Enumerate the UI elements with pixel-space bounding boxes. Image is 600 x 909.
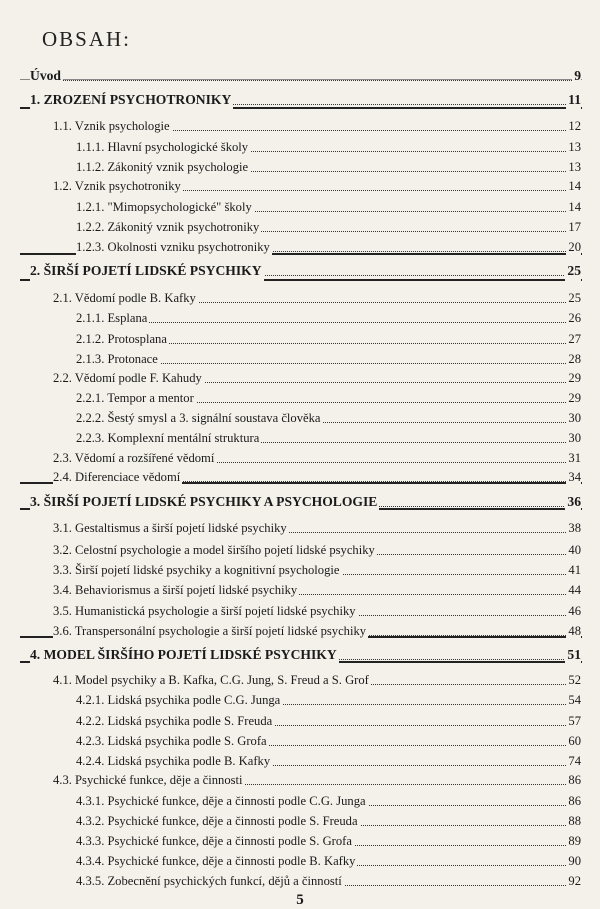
toc-entry-page: 90 [566, 851, 581, 871]
toc-entry [0, 560, 600, 580]
toc-entry-label: 1.2.3. Okolnosti vzniku psychotroniky [76, 237, 272, 257]
toc-entry-page: 57 [566, 711, 581, 731]
toc-entry [0, 329, 600, 349]
toc-entry [0, 467, 600, 487]
toc-entry [0, 518, 600, 538]
toc-entry-label: 4.3.1. Psychické funkce, děje a činnosti podle C.G. Junga [76, 791, 368, 811]
toc-entry-label: 1.1.1. Hlavní psychologické školy [76, 137, 250, 157]
toc-entry-page: 86 [566, 770, 581, 790]
toc-entry-label: 2. ŠIRŠÍ POJETÍ LIDSKÉ PSYCHIKY [30, 261, 264, 281]
toc-entry [0, 157, 600, 177]
toc-entry-page: 31 [566, 448, 581, 468]
toc-entry-page: 74 [566, 751, 581, 771]
toc-entry [0, 690, 600, 710]
toc-entry-page: 60 [566, 731, 581, 751]
toc-entry [0, 388, 600, 408]
dot-leader [76, 322, 578, 323]
toc-entry-label: 4.3.3. Psychické funkce, děje a činnosti podle S. Grofa [76, 831, 354, 851]
toc-entry-page: 38 [566, 518, 581, 538]
toc-entry-page: 86 [566, 791, 581, 811]
toc-entry-label: 4. MODEL ŠIRŠÍHO POJETÍ LIDSKÉ PSYCHIKY [30, 645, 339, 665]
toc-entry [0, 711, 600, 731]
toc-entry-label: 2.3. Vědomí a rozšířené vědomí [53, 448, 216, 468]
toc-entry-page: 29 [566, 388, 581, 408]
toc-entry [0, 197, 600, 217]
toc-entry-page: 13 [566, 157, 581, 177]
toc-entry-label: 4.3.5. Zobecnění psychických funkcí, dějů a činností [76, 871, 344, 891]
toc-entry [0, 176, 600, 196]
toc-entry-page: 89 [566, 831, 581, 851]
toc-entry-label: 1.2.1. "Mimopsychologické" školy [76, 197, 254, 217]
toc-entry [0, 871, 600, 891]
toc-entry [0, 116, 600, 136]
toc-entry-page: 17 [566, 217, 581, 237]
toc-entry-label: 4.3. Psychické funkce, děje a činnosti [53, 770, 245, 790]
toc-entry [0, 851, 600, 871]
toc-entry-label: 1.1.2. Zákonitý vznik psychologie [76, 157, 250, 177]
toc-entry [0, 751, 600, 771]
toc-entry-page: 36 [565, 492, 581, 512]
toc-entry-page: 30 [566, 428, 581, 448]
toc-entry-page: 88 [566, 811, 581, 831]
toc-entry-label: 2.1.3. Protonace [76, 349, 160, 369]
toc-entry [0, 811, 600, 831]
toc-entry-page: 52 [566, 670, 581, 690]
toc-entry-page: 51 [565, 645, 581, 665]
toc-entry-label: 2.4. Diferenciace vědomí [53, 467, 182, 487]
toc-entry [0, 428, 600, 448]
toc-entry [0, 368, 600, 388]
toc-chapter-entry [0, 261, 600, 281]
toc-entry [0, 731, 600, 751]
toc-entry-label: 2.2. Vědomí podle F. Kahudy [53, 368, 204, 388]
toc-entry [0, 670, 600, 690]
toc-entry [0, 831, 600, 851]
toc-entry-label: 4.2.4. Lidská psychika podle B. Kafky [76, 751, 272, 771]
toc-entry [0, 540, 600, 560]
toc-entry-page: 46 [566, 601, 581, 621]
toc-entry-label: 3. ŠIRŠÍ POJETÍ LIDSKÉ PSYCHIKY A PSYCHOLOGIE [30, 492, 379, 512]
toc-entry [0, 770, 600, 790]
toc-entry-page: 34 [566, 467, 581, 487]
toc-entry-page: 12 [566, 116, 581, 136]
toc-entry-page: 29 [566, 368, 581, 388]
toc-entry-label: 2.1.1. Esplana [76, 308, 149, 328]
toc-entry-page: 41 [566, 560, 581, 580]
toc-entry-label: 1. ZROZENÍ PSYCHOTRONIKY [30, 90, 233, 110]
toc-entry-page: 26 [566, 308, 581, 328]
toc-entry-page: 14 [566, 176, 581, 196]
toc-entry-label: 3.3. Širší pojetí lidské psychiky a kognitivní psychologie [53, 560, 342, 580]
toc-entry [0, 791, 600, 811]
toc-entry-page: 92 [566, 871, 581, 891]
toc-entry [0, 580, 600, 600]
dot-leader [30, 80, 578, 81]
toc-entry-label: 2.1.2. Protosplana [76, 329, 169, 349]
page-number: 5 [296, 892, 304, 908]
toc-entry-page: 40 [566, 540, 581, 560]
toc-entry-label: 3.6. Transpersonální psychologie a širší pojetí lidské psychiky [53, 621, 368, 641]
toc-entry-label: 3.5. Humanistická psychologie a širší pojetí lidské psychiky [53, 601, 358, 621]
toc-entry [0, 621, 600, 641]
toc-entry-label: 1.2. Vznik psychotroniky [53, 176, 183, 196]
toc-entry-label: 4.3.2. Psychické funkce, děje a činnosti podle S. Freuda [76, 811, 360, 831]
toc-entry-label: 3.1. Gestaltismus a širší pojetí lidské psychiky [53, 518, 289, 538]
toc-entry-label: 4.2.3. Lidská psychika podle S. Grofa [76, 731, 269, 751]
toc-entry-page: 20 [566, 237, 581, 257]
toc-entry [0, 601, 600, 621]
toc-entry-page: 44 [566, 580, 581, 600]
toc-entry-label: 4.2.2. Lidská psychika podle S. Freuda [76, 711, 274, 731]
toc-entry-label: 2.2.3. Komplexní mentální struktura [76, 428, 261, 448]
toc-entry [0, 137, 600, 157]
toc-entry-page: 14 [566, 197, 581, 217]
toc-entry-label: 4.2.1. Lidská psychika podle C.G. Junga [76, 690, 282, 710]
toc-entry-page: 27 [566, 329, 581, 349]
toc-entry [0, 349, 600, 369]
toc-chapter-entry [0, 66, 600, 86]
toc-entry-page: 25 [565, 261, 581, 281]
toc-entry [0, 288, 600, 308]
toc-entry-label: 2.2.2. Šestý smysl a 3. signální soustava člověka [76, 408, 323, 428]
toc-entry-page: 48 [566, 621, 581, 641]
toc-heading: OBSAH: [42, 27, 132, 51]
toc-entry-label: 3.4. Behaviorismus a širší pojetí lidské psychiky [53, 580, 299, 600]
toc-entry-label: 1.1. Vznik psychologie [53, 116, 172, 136]
toc-entry-label: Úvod [30, 66, 63, 86]
toc-entry-label: 2.1. Vědomí podle B. Kafky [53, 288, 198, 308]
toc-entry [0, 217, 600, 237]
toc-entry-page: 9 [572, 66, 581, 86]
toc-entry-label: 4.3.4. Psychické funkce, děje a činnosti podle B. Kafky [76, 851, 357, 871]
toc-entry-page: 13 [566, 137, 581, 157]
toc-entry-page: 11 [566, 90, 581, 110]
toc-entry [0, 408, 600, 428]
toc-entry-page: 25 [566, 288, 581, 308]
toc-entry [0, 308, 600, 328]
toc-entry-page: 28 [566, 349, 581, 369]
toc-entry-label: 2.2.1. Tempor a mentor [76, 388, 196, 408]
toc-entry-label: 1.2.2. Zákonitý vznik psychotroniky [76, 217, 261, 237]
toc-entry-page: 54 [566, 690, 581, 710]
toc-entry-label: 4.1. Model psychiky a B. Kafka, C.G. Jung, S. Freud a S. Grof [53, 670, 371, 690]
toc-entry-page: 30 [566, 408, 581, 428]
toc-entry [0, 448, 600, 468]
toc-entry-label: 3.2. Celostní psychologie a model širšího pojetí lidské psychiky [53, 540, 377, 560]
